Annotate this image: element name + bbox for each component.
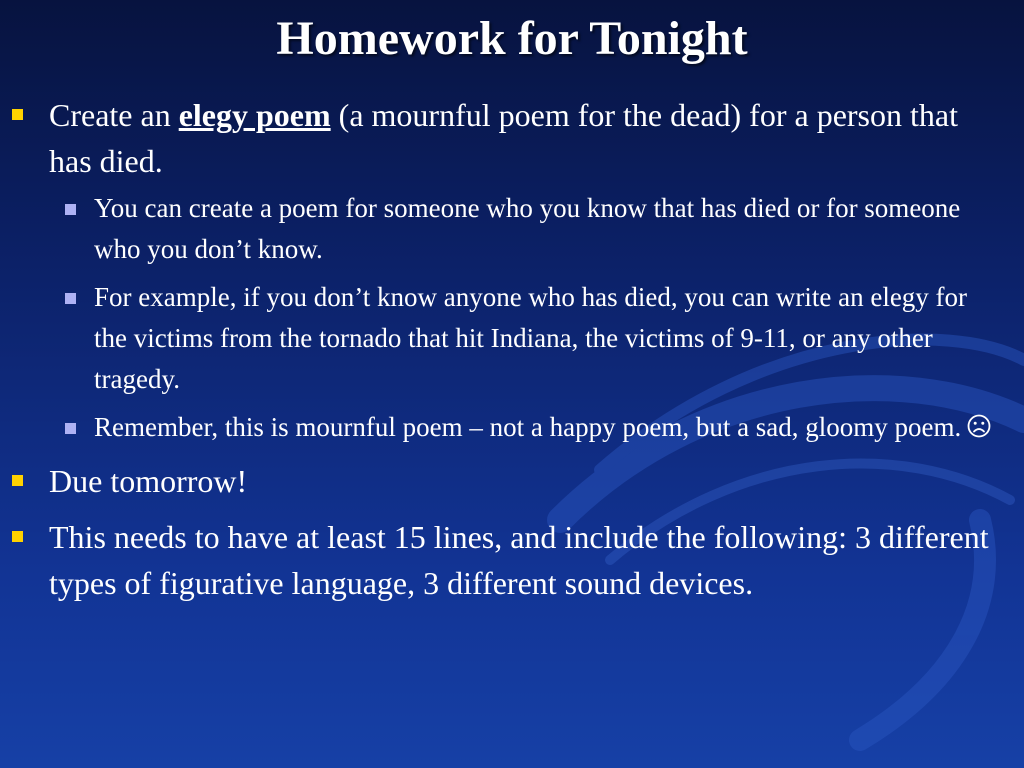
slide-title: Homework for Tonight [276,12,748,65]
square-bullet-icon [12,109,23,120]
bullet-item [0,514,1024,606]
bullet-text: Due tomorrow! [49,463,248,499]
bullet-item [0,458,1024,504]
square-bullet-icon [65,423,76,434]
square-bullet-icon [65,293,76,304]
bullet-text: This needs to have at least 15 lines, and include the following: 3 different types of figurative language, 3 different sound devices. [49,519,989,601]
square-bullet-icon [65,204,76,215]
frown-face-icon [967,414,991,438]
sub-bullet-item [0,188,1024,270]
sub-bullet-item [0,407,1024,448]
bullet-text: (a mournful poem for the dead) for a person that has died. [49,97,958,179]
sub-bullet-text: You can create a poem for someone who you know that has died or for someone who you don’t know. [94,193,961,264]
square-bullet-icon [12,475,23,486]
slide-content [0,92,1024,610]
sub-bullet-text: Remember, this is mournful poem – not a happy poem, but a sad, gloomy poem. [94,412,962,442]
sub-bullet-text: For example, if you don’t know anyone who has died, you can write an elegy for the victims from the tornado that hit Indiana, the victims of 9-11, or any other tragedy. [94,282,968,394]
bullet-text: Create an [49,97,179,133]
square-bullet-icon [12,531,23,542]
bullet-item [0,92,1024,184]
sub-bullet-item [0,277,1024,400]
bullet-emphasis: elegy poem [178,97,331,133]
